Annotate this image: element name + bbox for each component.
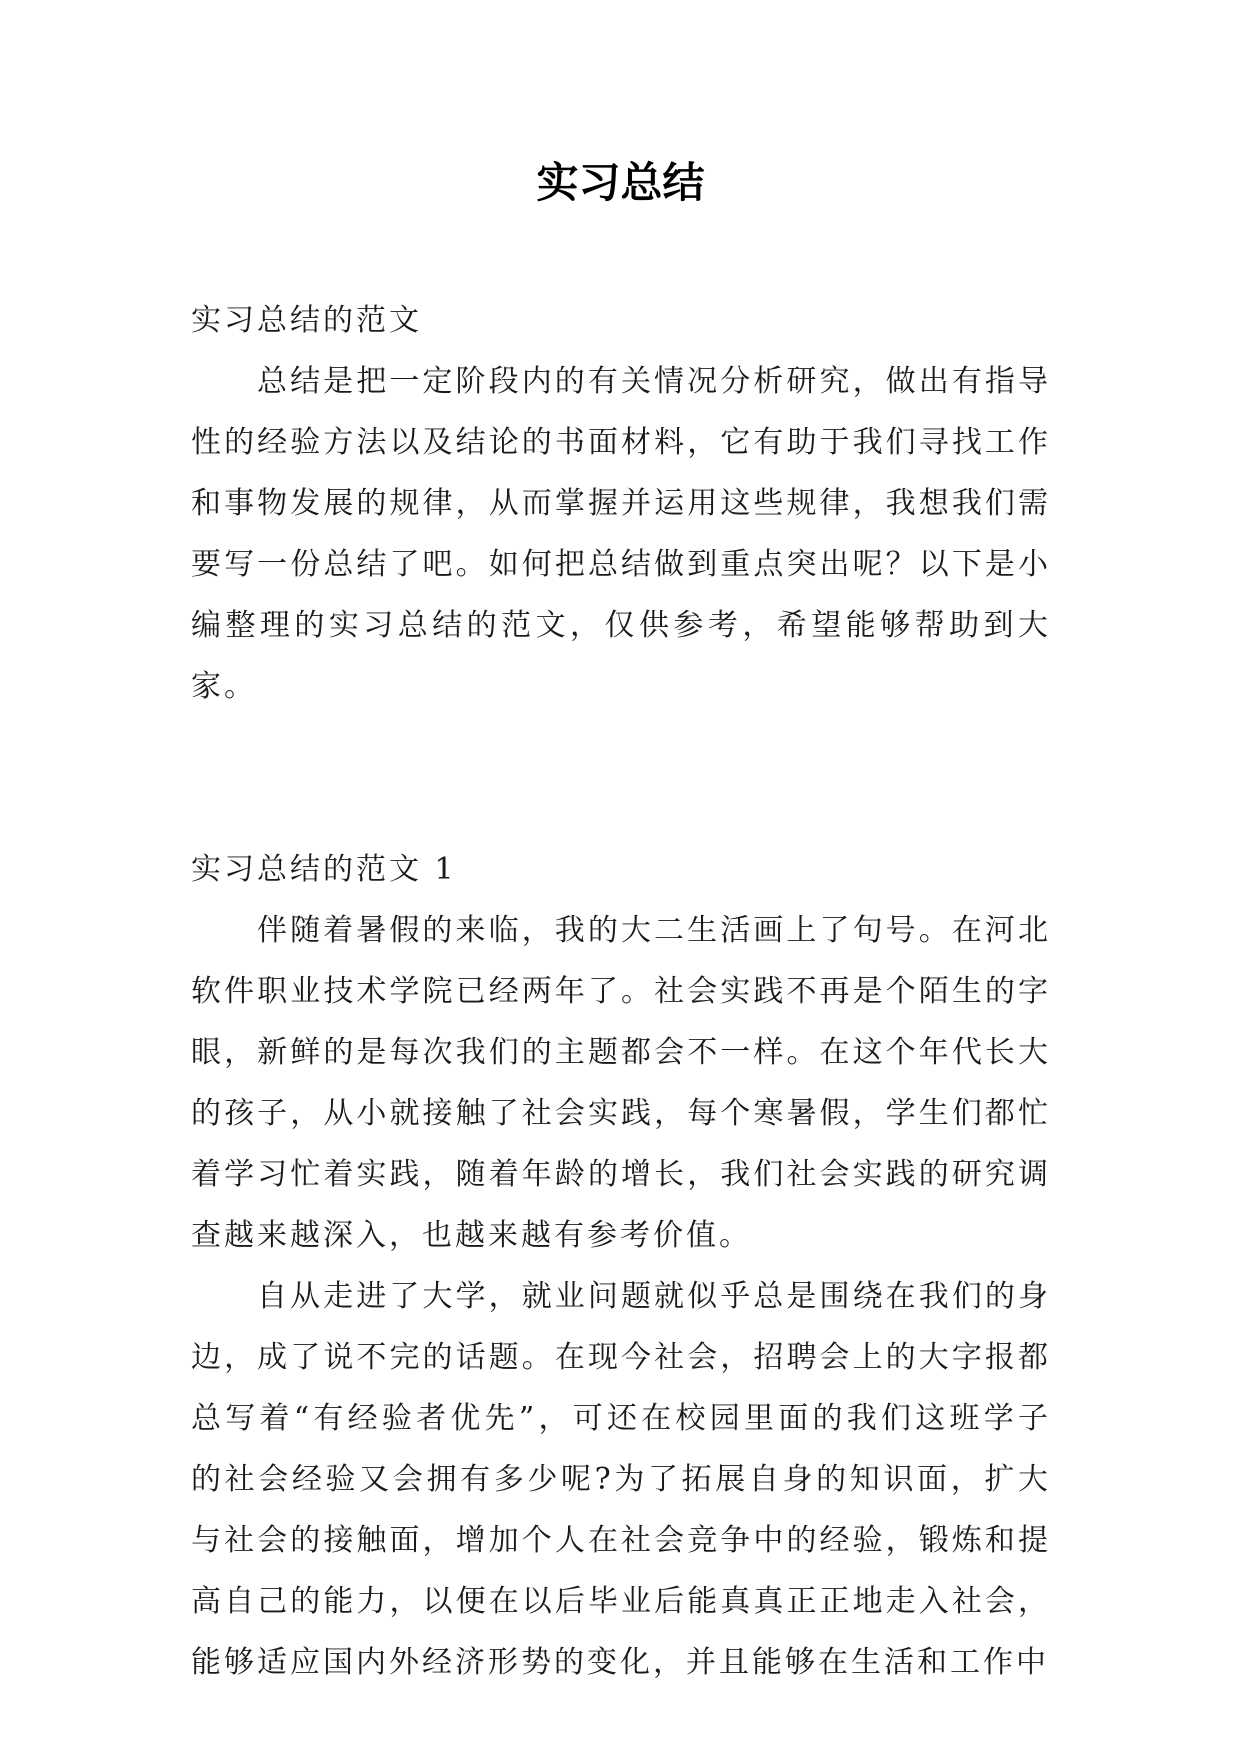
intro-heading: 实习总结的范文	[191, 303, 422, 338]
section1-paragraph-1: 伴随着暑假的来临，我的大二生活画上了句号。在河北软件职业技术学院已经两年了。社会实践不再是个陌生的字眼，新鲜的是每次我们的主题都会不一样。在这个年代长大的孩子，从小就接触了社会实践，每个寒暑假，学生们都忙着学习忙着实践，随着年龄的增长，我们社会实践的研究调查越来越深入，也越来越有参考价值。	[191, 913, 1051, 1253]
intro-paragraph: 总结是把一定阶段内的有关情况分析研究，做出有指导性的经验方法以及结论的书面材料，它有助于我们寻找工作和事物发展的规律，从而掌握并运用这些规律，我想我们需要写一份总结了吧。如何把总结做到重点突出呢？以下是小编整理的实习总结的范文，仅供参考，希望能够帮助到大家。	[191, 364, 1051, 704]
section-spacer	[191, 717, 1051, 839]
document-title: 实习总结	[536, 158, 705, 207]
section1-heading: 实习总结的范文 1	[191, 852, 457, 887]
document-body	[191, 290, 1051, 1693]
section1-paragraph-2: 自从走进了大学，就业问题就似乎总是围绕在我们的身边，成了说不完的话题。在现今社会，招聘会上的大字报都总写着“有经验者优先”，可还在校园里面的我们这班学子的社会经验又会拥有多少呢?为了拓展自身的知识面，扩大与社会的接触面，增加个人在社会竞争中的经验，锻炼和提高自己的能力，以便在以后毕业后能真真正正地走入社会，能够适应国内外经济形势的变化，并且能够在生活和工作中	[191, 1279, 1051, 1680]
